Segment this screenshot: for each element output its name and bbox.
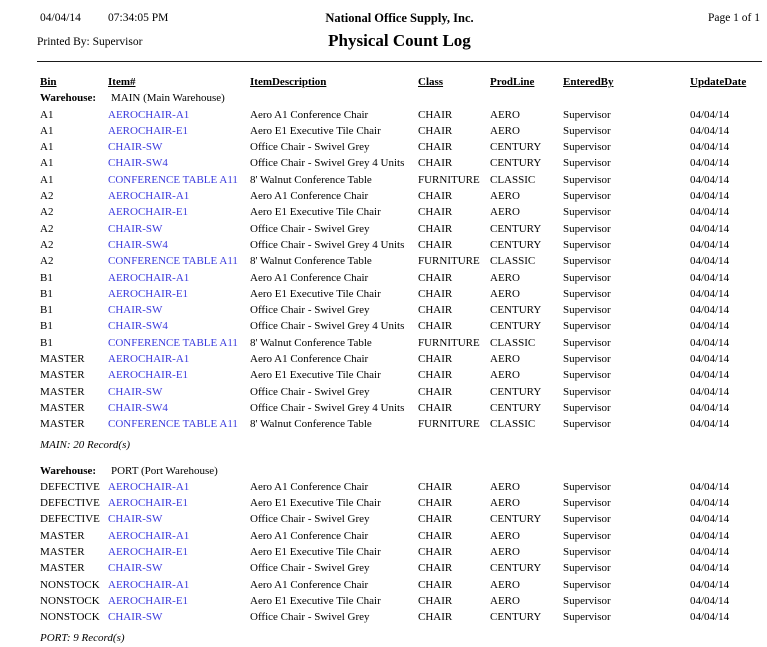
printed-by: Printed By: Supervisor (37, 36, 143, 48)
class-cell: CHAIR (418, 562, 453, 575)
updatedate-cell: 04/04/14 (690, 480, 730, 493)
enteredby-cell: Supervisor (563, 173, 611, 186)
item-link[interactable]: CHAIR-SW (108, 222, 163, 235)
bin-cell: A1 (40, 108, 54, 121)
prodline-cell: CLASSIC (490, 173, 536, 186)
prodline-cell: AERO (490, 353, 520, 366)
table-row (40, 351, 760, 367)
warehouse-label: Warehouse: (40, 464, 97, 477)
table-row (40, 318, 760, 334)
enteredby-cell: Supervisor (563, 529, 611, 542)
table-row (40, 335, 760, 351)
description-cell: Aero A1 Conference Chair (250, 353, 369, 366)
updatedate-cell: 04/04/14 (690, 513, 730, 526)
description-cell: Aero E1 Executive Tile Chair (250, 206, 381, 219)
updatedate-cell: 04/04/14 (690, 108, 730, 121)
bin-cell: A2 (40, 190, 54, 203)
prodline-cell: AERO (490, 124, 520, 137)
bin-cell: MASTER (40, 546, 85, 559)
bin-cell: A1 (40, 157, 54, 170)
item-link[interactable]: CHAIR-SW4 (108, 401, 168, 414)
item-link[interactable]: CHAIR-SW4 (108, 238, 168, 251)
enteredby-cell: Supervisor (563, 336, 611, 349)
column-header-bin: Bin (40, 76, 57, 88)
column-header-prodline: ProdLine (490, 76, 535, 88)
prodline-cell: CENTURY (490, 304, 542, 317)
updatedate-cell: 04/04/14 (690, 611, 730, 624)
table-header-row (40, 74, 760, 90)
enteredby-cell: Supervisor (563, 578, 611, 591)
warehouse-label: Warehouse: (40, 92, 97, 105)
class-cell: CHAIR (418, 141, 453, 154)
bin-cell: B1 (40, 304, 53, 317)
class-cell: CHAIR (418, 238, 453, 251)
enteredby-cell: Supervisor (563, 401, 611, 414)
updatedate-cell: 04/04/14 (690, 353, 730, 366)
class-cell: CHAIR (418, 480, 453, 493)
class-cell: CHAIR (418, 546, 453, 559)
updatedate-cell: 04/04/14 (690, 157, 730, 170)
bin-cell: A2 (40, 222, 54, 235)
description-cell: Office Chair - Swivel Grey 4 Units (250, 238, 405, 251)
prodline-cell: AERO (490, 497, 520, 510)
table-row (40, 302, 760, 318)
table-row (40, 237, 760, 253)
updatedate-cell: 04/04/14 (690, 594, 730, 607)
class-cell: CHAIR (418, 304, 453, 317)
enteredby-cell: Supervisor (563, 141, 611, 154)
description-cell: Aero E1 Executive Tile Chair (250, 546, 381, 559)
table-row (40, 511, 760, 527)
table-row (40, 172, 760, 188)
group-record-count: PORT: 9 Record(s) (40, 631, 125, 644)
updatedate-cell: 04/04/14 (690, 206, 730, 219)
updatedate-cell: 04/04/14 (690, 304, 730, 317)
item-link[interactable]: CHAIR-SW (108, 611, 163, 624)
class-cell: FURNITURE (418, 418, 480, 431)
description-cell: Aero E1 Executive Tile Chair (250, 497, 381, 510)
enteredby-cell: Supervisor (563, 562, 611, 575)
updatedate-cell: 04/04/14 (690, 578, 730, 591)
description-cell: 8' Walnut Conference Table (250, 173, 372, 186)
bin-cell: NONSTOCK (40, 611, 100, 624)
bin-cell: A1 (40, 124, 54, 137)
prodline-cell: AERO (490, 190, 520, 203)
bin-cell: A2 (40, 238, 54, 251)
item-link[interactable]: AEROCHAIR-E1 (108, 546, 189, 559)
enteredby-cell: Supervisor (563, 369, 611, 382)
prodline-cell: CLASSIC (490, 336, 536, 349)
prodline-cell: CENTURY (490, 385, 542, 398)
enteredby-cell: Supervisor (563, 353, 611, 366)
item-link[interactable]: AEROCHAIR-E1 (108, 124, 189, 137)
prodline-cell: AERO (490, 546, 520, 559)
class-cell: CHAIR (418, 401, 453, 414)
prodline-cell: AERO (490, 287, 520, 300)
prodline-cell: AERO (490, 206, 520, 219)
enteredby-cell: Supervisor (563, 513, 611, 526)
bin-cell: B1 (40, 320, 53, 333)
description-cell: 8' Walnut Conference Table (250, 255, 372, 268)
item-link[interactable]: AEROCHAIR-A1 (108, 190, 190, 203)
table-row (40, 107, 760, 123)
updatedate-cell: 04/04/14 (690, 238, 730, 251)
table-row (40, 253, 760, 269)
company-name: National Office Supply, Inc. (325, 11, 474, 25)
enteredby-cell: Supervisor (563, 497, 611, 510)
class-cell: CHAIR (418, 529, 453, 542)
item-link[interactable]: CONFERENCE TABLE A11 (108, 255, 238, 268)
updatedate-cell: 04/04/14 (690, 287, 730, 300)
item-link[interactable]: CHAIR-SW (108, 304, 163, 317)
description-cell: Aero A1 Conference Chair (250, 190, 369, 203)
bin-cell: MASTER (40, 562, 85, 575)
prodline-cell: CENTURY (490, 238, 542, 251)
item-link[interactable]: AEROCHAIR-A1 (108, 271, 190, 284)
class-cell: CHAIR (418, 353, 453, 366)
updatedate-cell: 04/04/14 (690, 173, 730, 186)
updatedate-cell: 04/04/14 (690, 190, 730, 203)
updatedate-cell: 04/04/14 (690, 255, 730, 268)
table-row (40, 577, 760, 593)
class-cell: CHAIR (418, 157, 453, 170)
updatedate-cell: 04/04/14 (690, 546, 730, 559)
prodline-cell: AERO (490, 271, 520, 284)
prodline-cell: CENTURY (490, 611, 542, 624)
class-cell: CHAIR (418, 287, 453, 300)
table-row (40, 384, 760, 400)
bin-cell: B1 (40, 336, 53, 349)
column-header-item: Item# (108, 76, 136, 88)
warehouse-group-header (40, 463, 760, 479)
prodline-cell: CENTURY (490, 562, 542, 575)
enteredby-cell: Supervisor (563, 480, 611, 493)
report-header (37, 0, 762, 62)
enteredby-cell: Supervisor (563, 304, 611, 317)
enteredby-cell: Supervisor (563, 418, 611, 431)
enteredby-cell: Supervisor (563, 594, 611, 607)
enteredby-cell: Supervisor (563, 546, 611, 559)
prodline-cell: CENTURY (490, 513, 542, 526)
updatedate-cell: 04/04/14 (690, 497, 730, 510)
bin-cell: A2 (40, 255, 54, 268)
page-number: Page 1 of 1 (707, 12, 760, 24)
class-cell: CHAIR (418, 369, 453, 382)
updatedate-cell: 04/04/14 (690, 401, 730, 414)
description-cell: 8' Walnut Conference Table (250, 418, 372, 431)
class-cell: CHAIR (418, 271, 453, 284)
item-link[interactable]: AEROCHAIR-E1 (108, 369, 189, 382)
table-row (40, 528, 760, 544)
class-cell: FURNITURE (418, 255, 480, 268)
description-cell: Aero A1 Conference Chair (250, 108, 369, 121)
report-date: 04/04/14 (40, 12, 81, 24)
class-cell: FURNITURE (418, 336, 480, 349)
bin-cell: MASTER (40, 369, 85, 382)
enteredby-cell: Supervisor (563, 108, 611, 121)
table-row (40, 270, 760, 286)
item-link[interactable]: AEROCHAIR-E1 (108, 287, 189, 300)
table-row (40, 155, 760, 171)
prodline-cell: CENTURY (490, 401, 542, 414)
table-row (40, 609, 760, 625)
table-row (40, 416, 760, 432)
class-cell: CHAIR (418, 108, 453, 121)
column-header-updatedate: UpdateDate (690, 76, 747, 88)
item-link[interactable]: AEROCHAIR-A1 (108, 578, 190, 591)
enteredby-cell: Supervisor (563, 271, 611, 284)
prodline-cell: CENTURY (490, 157, 542, 170)
table-row (40, 479, 760, 495)
item-link[interactable]: CONFERENCE TABLE A11 (108, 418, 238, 431)
enteredby-cell: Supervisor (563, 222, 611, 235)
description-cell: Office Chair - Swivel Grey 4 Units (250, 401, 405, 414)
prodline-cell: CENTURY (490, 320, 542, 333)
item-link[interactable]: CHAIR-SW4 (108, 320, 168, 333)
bin-cell: MASTER (40, 353, 85, 366)
class-cell: CHAIR (418, 611, 453, 624)
description-cell: Office Chair - Swivel Grey (250, 385, 370, 398)
bin-cell: NONSTOCK (40, 594, 100, 607)
report-time: 07:34:05 PM (108, 12, 169, 24)
item-link[interactable]: AEROCHAIR-E1 (108, 594, 189, 607)
description-cell: Aero A1 Conference Chair (250, 578, 369, 591)
item-link[interactable]: AEROCHAIR-A1 (108, 480, 190, 493)
class-cell: FURNITURE (418, 173, 480, 186)
updatedate-cell: 04/04/14 (690, 141, 730, 154)
enteredby-cell: Supervisor (563, 238, 611, 251)
bin-cell: NONSTOCK (40, 578, 100, 591)
enteredby-cell: Supervisor (563, 320, 611, 333)
prodline-cell: CLASSIC (490, 418, 536, 431)
table-row (40, 139, 760, 155)
bin-cell: MASTER (40, 418, 85, 431)
bin-cell: MASTER (40, 529, 85, 542)
table-row (40, 188, 760, 204)
item-link[interactable]: CHAIR-SW (108, 141, 163, 154)
item-link[interactable]: AEROCHAIR-A1 (108, 529, 190, 542)
group-record-count: MAIN: 20 Record(s) (40, 438, 131, 451)
class-cell: CHAIR (418, 385, 453, 398)
description-cell: Office Chair - Swivel Grey (250, 141, 370, 154)
description-cell: Aero E1 Executive Tile Chair (250, 369, 381, 382)
table-row (40, 495, 760, 511)
group-spacer (40, 454, 760, 463)
column-header-enteredby: EnteredBy (563, 76, 614, 88)
class-cell: CHAIR (418, 206, 453, 219)
class-cell: CHAIR (418, 594, 453, 607)
table-row (40, 544, 760, 560)
description-cell: 8' Walnut Conference Table (250, 336, 372, 349)
updatedate-cell: 04/04/14 (690, 418, 730, 431)
updatedate-cell: 04/04/14 (690, 336, 730, 349)
bin-cell: DEFECTIVE (40, 513, 100, 526)
bin-cell: MASTER (40, 385, 85, 398)
prodline-cell: AERO (490, 108, 520, 121)
updatedate-cell: 04/04/14 (690, 271, 730, 284)
description-cell: Office Chair - Swivel Grey (250, 611, 370, 624)
description-cell: Office Chair - Swivel Grey (250, 562, 370, 575)
table-row (40, 367, 760, 383)
warehouse-group-header (40, 90, 760, 106)
table-row (40, 123, 760, 139)
description-cell: Aero E1 Executive Tile Chair (250, 124, 381, 137)
class-cell: CHAIR (418, 190, 453, 203)
bin-cell: DEFECTIVE (40, 480, 100, 493)
updatedate-cell: 04/04/14 (690, 529, 730, 542)
description-cell: Aero A1 Conference Chair (250, 271, 369, 284)
item-link[interactable]: CHAIR-SW4 (108, 157, 168, 170)
bin-cell: B1 (40, 287, 53, 300)
report-title: Physical Count Log (328, 31, 471, 50)
updatedate-cell: 04/04/14 (690, 562, 730, 575)
enteredby-cell: Supervisor (563, 385, 611, 398)
updatedate-cell: 04/04/14 (690, 320, 730, 333)
bin-cell: MASTER (40, 401, 85, 414)
updatedate-cell: 04/04/14 (690, 222, 730, 235)
enteredby-cell: Supervisor (563, 190, 611, 203)
class-cell: CHAIR (418, 124, 453, 137)
description-cell: Office Chair - Swivel Grey 4 Units (250, 320, 405, 333)
updatedate-cell: 04/04/14 (690, 369, 730, 382)
table-row (40, 286, 760, 302)
item-link[interactable]: AEROCHAIR-E1 (108, 497, 189, 510)
description-cell: Aero E1 Executive Tile Chair (250, 287, 381, 300)
description-cell: Aero E1 Executive Tile Chair (250, 594, 381, 607)
item-link[interactable]: CHAIR-SW (108, 562, 163, 575)
bin-cell: A1 (40, 173, 54, 186)
description-cell: Aero A1 Conference Chair (250, 480, 369, 493)
prodline-cell: CENTURY (490, 141, 542, 154)
item-link[interactable]: CONFERENCE TABLE A11 (108, 336, 238, 349)
description-cell: Office Chair - Swivel Grey 4 Units (250, 157, 405, 170)
item-link[interactable]: CHAIR-SW (108, 385, 163, 398)
warehouse-name: PORT (Port Warehouse) (111, 464, 218, 477)
item-link[interactable]: AEROCHAIR-A1 (108, 108, 190, 121)
table-row (40, 204, 760, 220)
prodline-cell: AERO (490, 369, 520, 382)
description-cell: Office Chair - Swivel Grey (250, 513, 370, 526)
updatedate-cell: 04/04/14 (690, 385, 730, 398)
enteredby-cell: Supervisor (563, 206, 611, 219)
prodline-cell: CLASSIC (490, 255, 536, 268)
enteredby-cell: Supervisor (563, 255, 611, 268)
bin-cell: B1 (40, 271, 53, 284)
class-cell: CHAIR (418, 578, 453, 591)
enteredby-cell: Supervisor (563, 611, 611, 624)
bin-cell: A2 (40, 206, 54, 219)
bin-cell: DEFECTIVE (40, 497, 100, 510)
item-link[interactable]: CHAIR-SW (108, 513, 163, 526)
item-link[interactable]: AEROCHAIR-A1 (108, 353, 190, 366)
class-cell: CHAIR (418, 513, 453, 526)
prodline-cell: AERO (490, 578, 520, 591)
warehouse-name: MAIN (Main Warehouse) (111, 92, 225, 105)
enteredby-cell: Supervisor (563, 124, 611, 137)
item-link[interactable]: CONFERENCE TABLE A11 (108, 173, 238, 186)
prodline-cell: AERO (490, 480, 520, 493)
updatedate-cell: 04/04/14 (690, 124, 730, 137)
table-row (40, 560, 760, 576)
bin-cell: A1 (40, 141, 54, 154)
enteredby-cell: Supervisor (563, 287, 611, 300)
description-cell: Office Chair - Swivel Grey (250, 222, 370, 235)
column-header-description: ItemDescription (250, 76, 327, 88)
prodline-cell: CENTURY (490, 222, 542, 235)
table-row (40, 593, 760, 609)
class-cell: CHAIR (418, 320, 453, 333)
description-cell: Aero A1 Conference Chair (250, 529, 369, 542)
table-row (40, 400, 760, 416)
description-cell: Office Chair - Swivel Grey (250, 304, 370, 317)
table-row (40, 221, 760, 237)
class-cell: CHAIR (418, 222, 453, 235)
report-table (40, 74, 760, 647)
prodline-cell: AERO (490, 594, 520, 607)
column-header-class: Class (418, 76, 444, 88)
prodline-cell: AERO (490, 529, 520, 542)
class-cell: CHAIR (418, 497, 453, 510)
item-link[interactable]: AEROCHAIR-E1 (108, 206, 189, 219)
enteredby-cell: Supervisor (563, 157, 611, 170)
